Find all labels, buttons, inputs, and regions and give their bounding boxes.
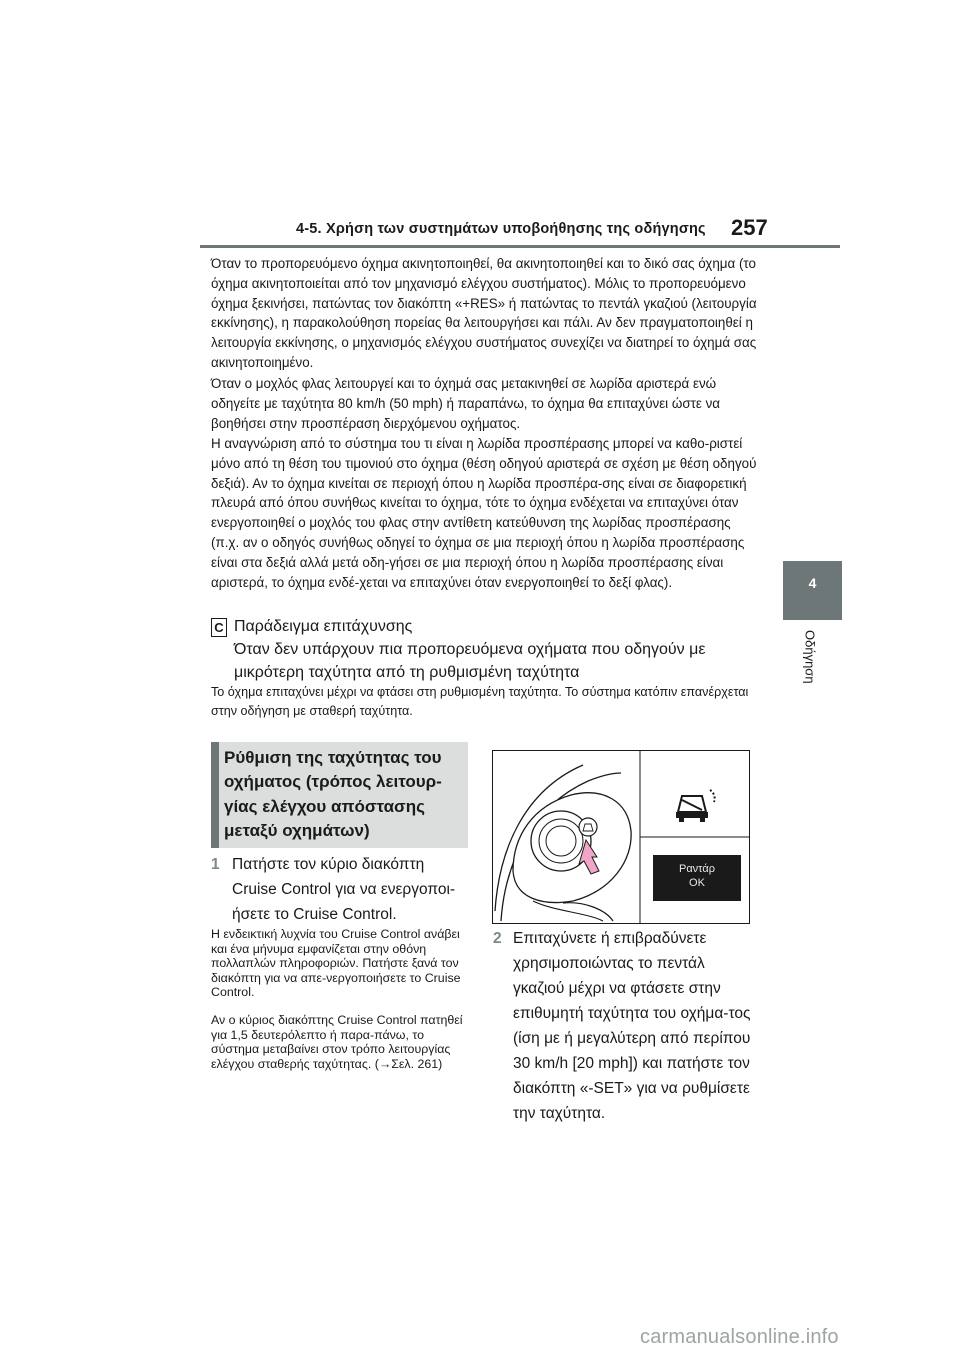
section-heading: Ρύθμιση της ταχύτητας του οχήματος (τρόπος λειτουρ-γίας ελέγχου απόστασης μεταξύ οχημάτων) [224,748,442,840]
example-note: Το όχημα επιταχύνει μέχρι να φτάσει στη ρυθμισμένη ταχύτητα. Το σύστημα κατόπιν επανέρχεται στην οδήγηση με σταθερή ταχύτητα. [211,685,749,718]
step-2-number: 2 [493,930,502,947]
header-divider [200,245,840,248]
display-message-radar: Ραντάρ [678,863,715,875]
display-message-ok: OK [689,877,705,889]
steering-switch-illustration [492,750,750,924]
section-heading-accent [211,742,219,848]
steering-wheel-drawing [493,751,749,923]
step-1-note-2: Αν ο κύριος διακόπτης Cruise Control πατηθεί για 1,5 δευτερόλεπτο ή παρα-πάνω, το σύστημα μεταβαίνει στον τρόπο λειτουργίας ελέγχου σταθερής ταχύτητας. (→Σελ. 261) [211,1013,463,1071]
example-marker: C [211,618,227,637]
step-2-text: Επιταχύνετε ή επιβραδύνετε χρησιμοποιώντας το πεντάλ γκαζιού μέχρι να φτάσετε στην επιθυμητή ταχύτητα του οχήμα-τος (ίση με ή μεγαλύτερη από περίπου 30 km/h [20 mph]) και πατήστε τον διακόπτη «-SET» για να ρυθμίσετε την ταχύτητα. [513,930,751,1122]
step-1-note-1: Η ενδεικτική λυχνία του Cruise Control ανάβει και ένα μήνυμα εμφανίζεται στην οθόνη πολλαπλών πληροφοριών. Πατήστε ξανά τον διακόπτη για να απε-νεργοποιήσετε το Cruise Control. [211,927,461,1000]
paragraph-passing-lane: Η αναγνώριση από το σύστημα του τι είναι η λωρίδα προσπέρασης μπορεί να καθο-ριστεί μόνο από τη θέση του τιμονιού στο όχημα (θέση οδηγού αριστερά σε σχέση με θέση οδηγού δεξιά). Αν το όχημα κινείται σε περιοχή όπου η λωρίδα προσπέρα-σης είναι σε διαφορετική πλευρά από όπου συνήθως κινείται το όχημα, τότε το όχημα ενδέχεται να επιταχύνει όταν ενεργοποιηθεί ο μοχλός του φλας στην αντίθετη κατεύθυνση της λωρίδας προσπέρασης (π.χ. αν ο οδηγός συνήθως οδηγεί το όχημα σε μια περιοχή όπου η λωρίδα προσπέρασης είναι στα δεξιά αλλά μετά οδη-γήσει σε μια περιοχή όπου η λωρίδα προσπέρασης είναι αριστερά, το όχημα ενδέ-χεται να επιταχύνει όταν ενεργοποιηθεί το δεξί φλας). [211,436,757,590]
paragraph-overtaking: Όταν ο μοχλός φλας λειτουργεί και το όχημά σας μετακινηθεί σε λωρίδα αριστερά ενώ οδηγείτε με ταχύτητα 80 km/h (50 mph) ή παραπάνω, το όχημα θα επιταχύνει ώστε να βοηθήσει στην προσπέραση διερχόμενου οχήματος. [211,376,721,431]
chapter-number: 4 [808,575,817,591]
example-title: Παράδειγμα επιτάχυνσης [234,618,413,635]
radar-cruise-icon [676,790,715,822]
step-1-number: 1 [211,856,220,873]
footer-watermark: carmanualsonline.info [640,1326,839,1348]
paragraph-stop-and-go: Όταν το προπορευόμενο όχημα ακινητοποιηθεί, θα ακινητοποιηθεί και το δικό σας όχημα (το όχημα ακινητοποιείται από τον μηχανισμό ελέγχου συστήματος). Μόλις το προπορευόμενο όχημα ξεκινήσει, πατώντας τον διακόπτη «+RES» ή πατώντας το πεντάλ γκαζιού (λειτουργία εκκίνησης), η παρακολούθηση πορείας θα λειτουργήσει και πάλι. Αν δεν πραγματοποιηθεί η λειτουργία εκκίνησης, ο μηχανισμός ελέγχου συστήματος συνεχίζει να διατηρεί το όχημά σας ακινητοποιημένο. [211,256,757,370]
section-header-title: 4-5. Χρήση των συστημάτων υποβοήθησης της οδήγησης [296,221,706,237]
page-number: 257 [731,215,768,240]
example-subtitle: Όταν δεν υπάρχουν πια προπορευόμενα οχήματα που οδηγούν με μικρότερη ταχύτητα από τη ρυθμισμένη ταχύτητα [234,641,706,681]
step-1-text: Πατήστε τον κύριο διακόπτη Cruise Control για να ενεργοποι-ήσετε το Cruise Control. [232,856,456,923]
chapter-label: Οδήγηση [802,630,818,684]
